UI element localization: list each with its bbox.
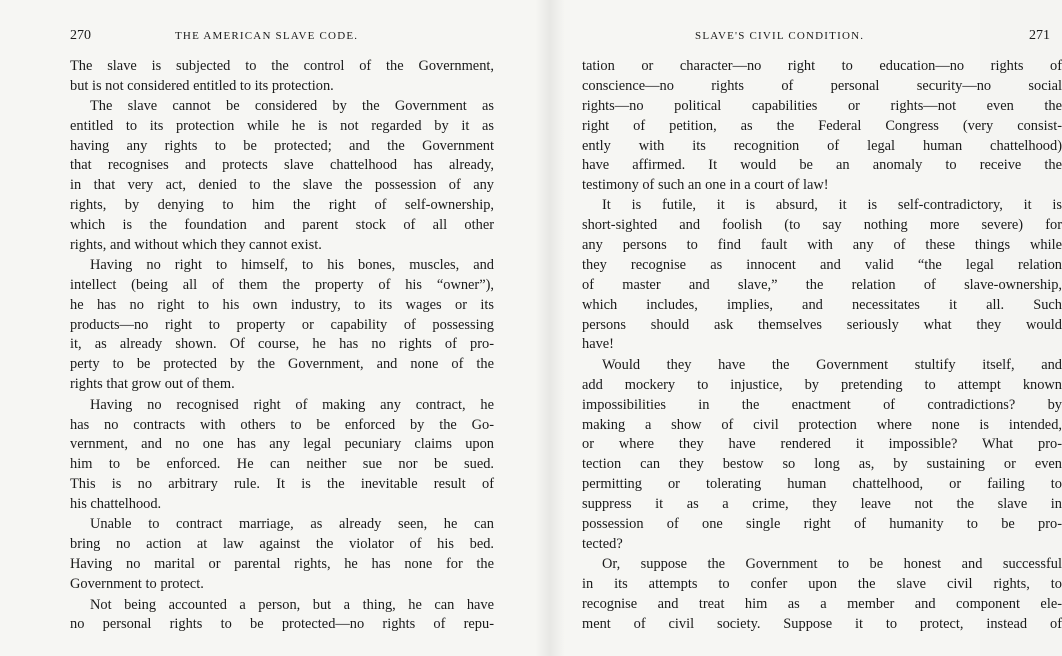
left-page-header	[70, 30, 490, 52]
text-line: of master and slave,” the relation of slave-ownership,	[582, 276, 1062, 293]
text-line: which is the foundation and parent stock of all other	[70, 217, 494, 234]
text-line: short-sighted and foolish (to say nothing more severe) for	[582, 217, 1062, 234]
text-line: vernment, and no one has any legal pecuniary claims upon	[70, 436, 494, 453]
text-line: recognise and treat him as a member and component ele-	[582, 596, 1062, 613]
left-page-number: 270	[70, 28, 91, 43]
left-running-head: THE AMERICAN SLAVE CODE.	[175, 30, 359, 42]
right-page-body	[582, 57, 1062, 635]
text-line: rights—no political capabilities or rights—not even the	[582, 97, 1062, 114]
text-line: perty to be protected by the Government, and none of the	[70, 356, 494, 373]
text-line: add mockery to injustice, by pretending to attempt known	[582, 376, 1062, 393]
left-page-body	[70, 57, 494, 635]
text-line: impossibilities in the enactment of contradictions? by	[582, 396, 1062, 413]
right-page	[560, 0, 1062, 656]
text-line: rights, and without which they cannot exist.	[70, 237, 322, 254]
text-line: have affirmed. It would be an anomaly to receive the	[582, 157, 1062, 174]
text-line: possession of one single right of humanity to be pro-	[582, 515, 1062, 532]
text-line: products—no right to property or capability of possessing	[70, 316, 494, 333]
text-line: he has no right to his own industry, to its wages or its	[70, 296, 494, 313]
text-line: Unable to contract marriage, as already seen, he can	[90, 516, 494, 533]
right-page-number: 271	[1029, 28, 1050, 43]
text-line: suppress it as a crime, they leave not the slave in	[582, 496, 1062, 513]
text-line: persons should ask themselves seriously what they would	[582, 316, 1062, 333]
text-line: have!	[582, 336, 614, 353]
text-line: that recognises and protects slave chattelhood has already,	[70, 157, 494, 174]
text-line: tection can they bestow so long as, by sustaining or even	[582, 456, 1062, 473]
text-line: rights, by denying to him the right of self-ownership,	[70, 197, 494, 214]
text-line: Government to protect.	[70, 576, 204, 593]
text-line: in that very act, denied to the slave the possession of any	[70, 177, 494, 194]
text-line: tected?	[582, 535, 623, 552]
text-line: has no contracts with others to be enforced by the Go-	[70, 416, 494, 433]
text-line: Not being accounted a person, but a thing, he can have	[90, 596, 494, 613]
text-line: It is futile, it is absurd, it is self-contradictory, it is	[602, 197, 1062, 214]
text-line: right of petition, as the Federal Congress (very consist-	[582, 117, 1062, 134]
text-line: him to be enforced. He can neither sue nor be sued.	[70, 456, 494, 473]
text-line: Having no recognised right of making any contract, he	[90, 396, 494, 413]
text-line: The slave is subjected to the control of the Government,	[70, 58, 494, 74]
text-line: testimony of such an one in a court of law!	[582, 177, 829, 194]
text-line: making a show of civil protection where none is intended,	[582, 416, 1062, 433]
text-line: permitting or tolerating human chattelhood, or failing to	[582, 476, 1062, 493]
text-line: tation or character—no right to education—no rights of	[582, 58, 1062, 74]
text-line: having any rights to be protected; and the Government	[70, 137, 494, 154]
text-line: Having no marital or parental rights, he has none for the	[70, 556, 494, 573]
text-line: in its attempts to confer upon the slave civil rights, to	[582, 576, 1062, 593]
text-line: no personal rights to be protected—no rights of repu-	[70, 616, 494, 633]
text-line: This is no arbitrary rule. It is the inevitable result of	[70, 476, 494, 493]
text-line: entitled to its protection while he is not regarded by it as	[70, 117, 494, 134]
text-line: any persons to find fault with any of these things while	[582, 237, 1062, 254]
right-running-head: SLAVE'S CIVIL CONDITION.	[695, 30, 865, 42]
text-line: intellect (being all of them the property of his “owner”),	[70, 276, 494, 293]
text-line: they recognise as innocent and valid “the legal relation	[582, 256, 1062, 273]
text-line: Having no right to himself, to his bones, muscles, and	[90, 256, 494, 273]
text-line: which includes, implies, and necessitates it all. Such	[582, 296, 1062, 313]
text-line: The slave cannot be considered by the Government as	[90, 97, 494, 114]
text-line: but is not considered entitled to its protection.	[70, 77, 334, 94]
text-line: it, as already shown. Of course, he has no rights of pro-	[70, 336, 494, 353]
text-line: conscience—no rights of personal security—no social	[582, 77, 1062, 94]
right-page-header	[580, 30, 1050, 52]
text-line: Would they have the Government stultify itself, and	[602, 356, 1062, 373]
text-line: ment of civil society. Suppose it to protect, instead of	[582, 615, 1062, 632]
text-line: Or, suppose the Government to be honest and successful	[602, 556, 1062, 573]
text-line: bring no action at law against the violator of his bed.	[70, 536, 494, 553]
text-line: his chattelhood.	[70, 496, 162, 513]
text-line: rights that grow out of them.	[70, 376, 235, 393]
text-line: ently with its recognition of legal human chattelhood)	[582, 137, 1062, 154]
text-line: or where they have rendered it impossible? What pro-	[582, 436, 1062, 453]
